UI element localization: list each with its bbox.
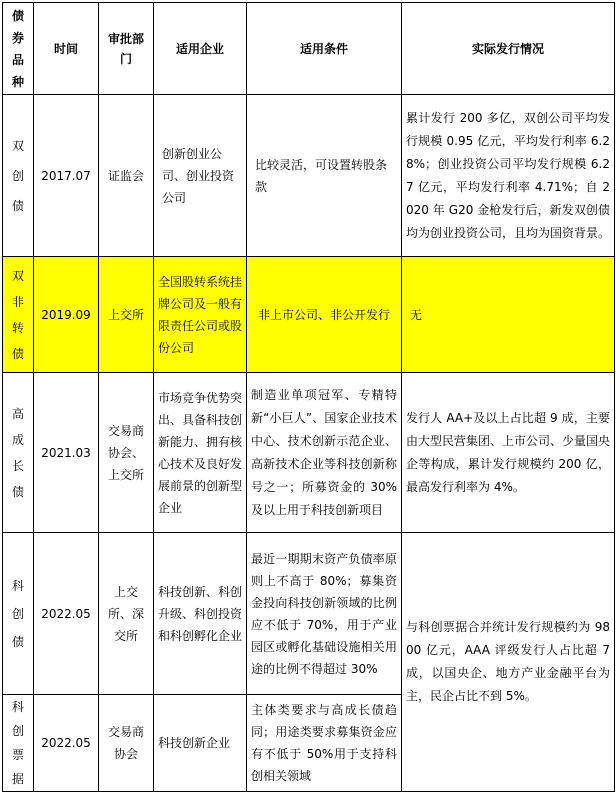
bond-companies: 科技创新企业 (154, 695, 247, 792)
bond-dept: 交易商协会、上交所 (99, 373, 154, 533)
bond-time: 2017.07 (34, 95, 99, 257)
table-row (3, 373, 615, 533)
bond-type: 科创票据 (3, 695, 34, 792)
header-companies: 适用企业 (154, 3, 247, 95)
bond-time: 2021.03 (34, 373, 99, 533)
table-row (3, 257, 615, 373)
header-row (3, 3, 615, 95)
bond-conditions: 非上市公司、非公开发行 (247, 257, 402, 373)
bond-dept: 证监会 (99, 95, 154, 257)
header-time: 时间 (34, 3, 99, 95)
header-conditions: 适用条件 (247, 3, 402, 95)
bond-conditions: 最近一期期末资产负债率原则上不高于 80%；募集资金投向科技创新领域的比例应不低于 70%，用于产业园区或孵化基础设施相关用途的比例不得超过 30% (247, 533, 402, 695)
bond-conditions: 比较灵活，可设置转股条款 (247, 95, 402, 257)
bond-companies: 创新创业公司、创业投资公司 (154, 95, 247, 257)
bond-companies: 全国股转系统挂牌公司及一般有限责任公司或股份公司 (154, 257, 247, 373)
bond-companies: 市场竞争优势突出、具备科技创新能力、拥有核心技术及良好发展前景的创新型企业 (154, 373, 247, 533)
bond-type: 科创债 (3, 533, 34, 695)
bond-dept: 上交所、深交所 (99, 533, 154, 695)
table-row (3, 533, 615, 695)
bond-time: 2019.09 (34, 257, 99, 373)
bond-table (2, 2, 615, 792)
bond-dept: 交易商协会 (99, 695, 154, 792)
bond-issuance: 发行人 AA+及以上占比超 9 成，主要由大型民营集团、上市公司、少量国央企等构成，累计发行规模约 200 亿，最高发行利率为 4%。 (402, 373, 615, 533)
bond-conditions: 制造业单项冠军、专精特新“小巨人”、国家企业技术中心、技术创新示范企业、高新技术企业等科技创新称号之一；所募资金的 30%及以上用于科技创新项目 (247, 373, 402, 533)
bond-time: 2022.05 (34, 695, 99, 792)
bond-time: 2022.05 (34, 533, 99, 695)
bond-dept: 上交所 (99, 257, 154, 373)
table-row (3, 95, 615, 257)
bond-issuance: 累计发行 200 多亿，双创公司平均发行规模 0.95 亿元，平均发行利率 6.28%；创业投资公司平均发行规模 6.27 亿元，平均发行利率 4.71%；自 2020 年 G20 金枪发行后，新发双创债均为创业投资公司，且均为国资背景。 (402, 95, 615, 257)
bond-type: 双创债 (3, 95, 34, 257)
bond-issuance-merged: 与科创票据合并统计发行规模约为 9800 亿元，AAA 评级发行人占比超 7 成，以国央企、地方产业金融平台为主，民企占比不到 5%。 (402, 533, 615, 792)
header-dept: 审批部门 (99, 3, 154, 95)
bond-conditions: 主体类要求与高成长债趋同；用途类要求募集资金应有不低于 50%用于支持科创相关领域 (247, 695, 402, 792)
header-issuance: 实际发行情况 (402, 3, 615, 95)
bond-type: 高成长债 (3, 373, 34, 533)
bond-issuance: 无 (402, 257, 615, 373)
header-type: 债券品种 (3, 3, 34, 95)
bond-companies: 科技创新、科创升级、科创投资和科创孵化企业 (154, 533, 247, 695)
bond-type: 双非转债 (3, 257, 34, 373)
